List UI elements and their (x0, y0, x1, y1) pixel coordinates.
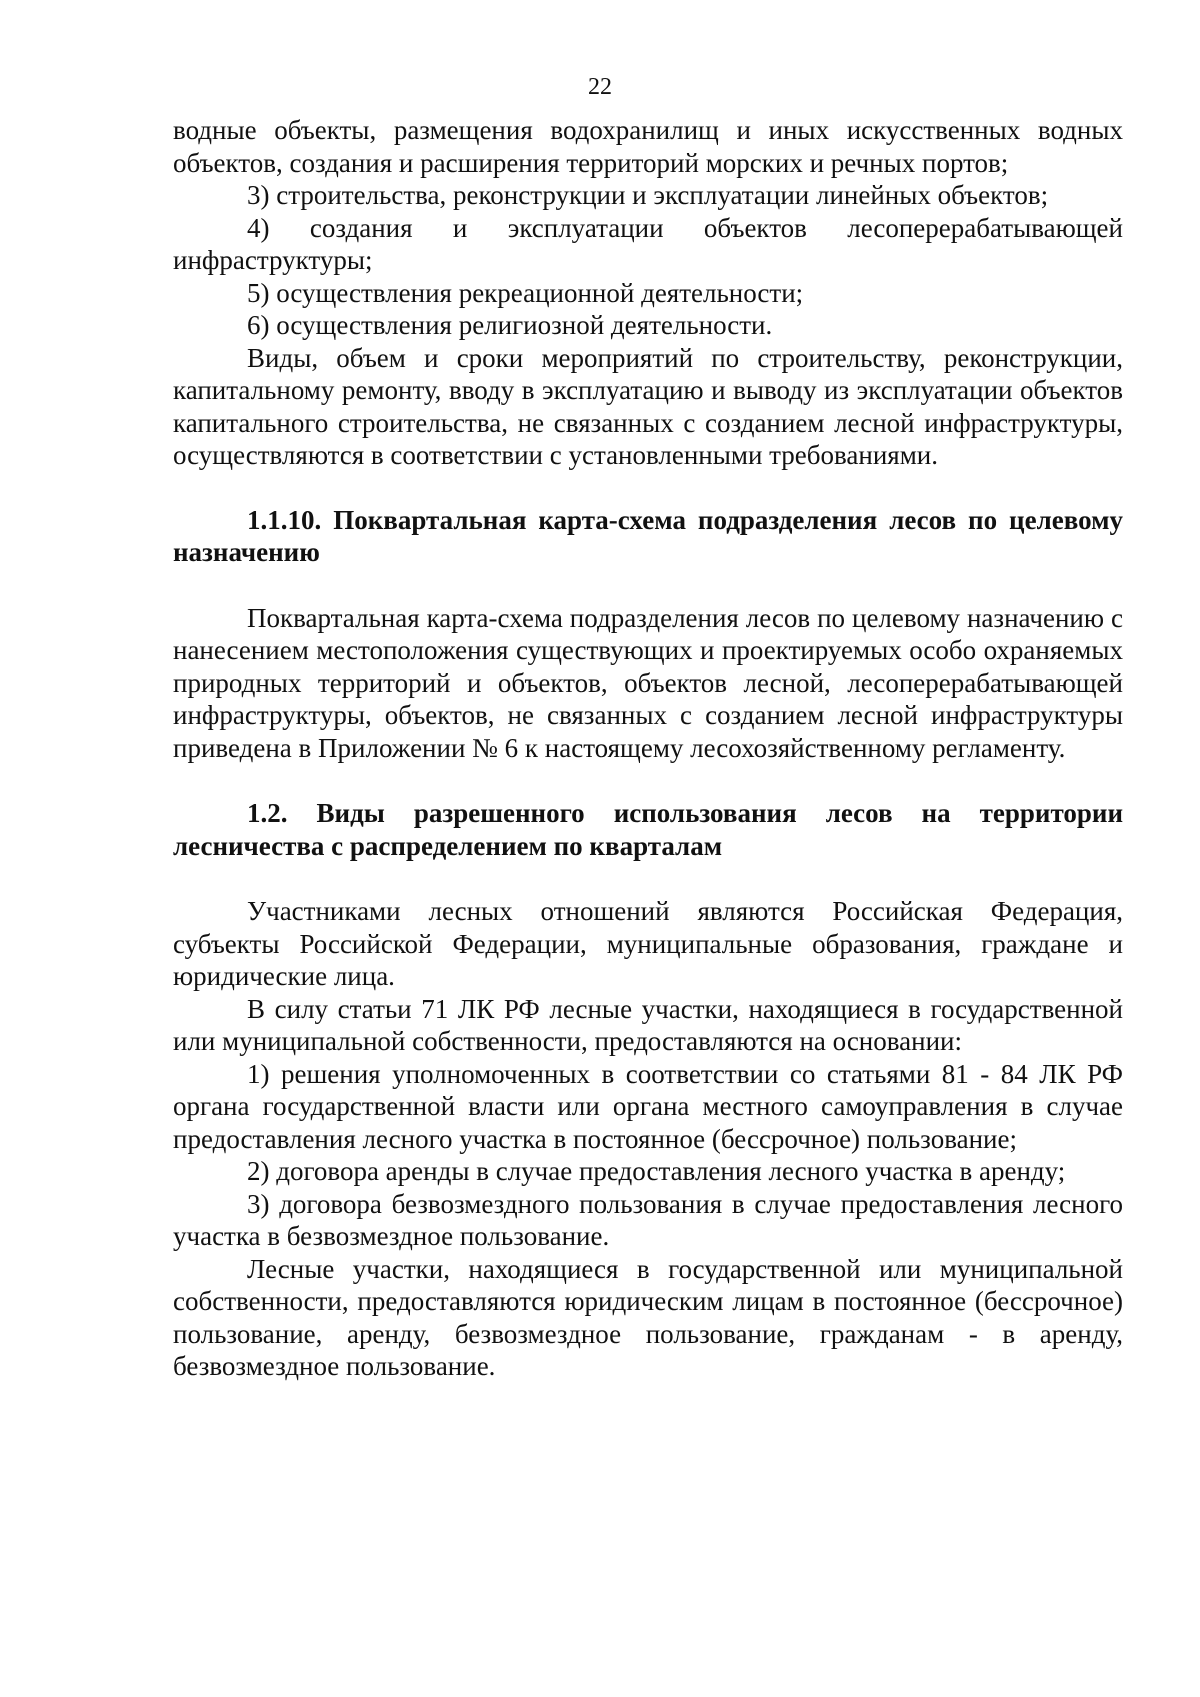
paragraph-map-scheme: Поквартальная карта-схема подразделения лесов по целевому назначению с нанесением местоположения существующих и проектируемых особо охраняемых природных территорий и объектов, объектов лесной, лесоперерабатывающей инфраструктуры, объектов, не связанных с созданием лесной инфраструктуры приведена в Приложении № 6 к настоящему лесохозяйственному регламенту. (173, 602, 1123, 763)
paragraph-participants: Участниками лесных отношений являются Российская Федерация, субъекты Российской Федерации, муниципальные образования, граждане и юридические лица. (173, 896, 1123, 991)
section-heading-1-2: 1.2. Виды разрешенного использования лесов на территории лесничества с распределением по кварталам (173, 798, 1123, 861)
list-item-5: 5) осуществления рекреационной деятельности; (247, 277, 804, 308)
paragraph-continuation: водные объекты, размещения водохранилищ и иных искусственных водных объектов, создания и расширения территорий морских и речных портов; (173, 115, 1123, 178)
paragraph-forest-plots: Лесные участки, находящиеся в государственной или муниципальной собственности, предоставляются юридическим лицам в постоянное (бессрочное) пользование, аренду, безвозмездное пользование, гражданам - в аренду, безвозмездное пользование. (173, 1253, 1123, 1381)
page-content (173, 114, 1123, 1383)
page-number: 22 (588, 74, 612, 100)
paragraph-activities: Виды, объем и сроки мероприятий по строительству, реконструкции, капитальному ремонту, вводу в эксплуатацию и выводу из эксплуатации объектов капитального строительства, не связанных с созданием лесной инфраструктуры, осуществляются в соответствии с установленными требованиями. (173, 342, 1123, 470)
list-item-free-use: 3) договора безвозмездного пользования в случае предоставления лесного участка в безвозмездное пользование. (173, 1188, 1123, 1251)
list-item-4: 4) создания и эксплуатации объектов лесоперерабатывающей инфраструктуры; (173, 212, 1123, 275)
list-item-6: 6) осуществления религиозной деятельности. (247, 310, 773, 340)
paragraph-article-71: В силу статьи 71 ЛК РФ лесные участки, находящиеся в государственной или муниципальной собственности, предоставляются на основании: (173, 993, 1123, 1056)
list-item-lease: 2) договора аренды в случае предоставления лесного участка в аренду; (247, 1156, 1066, 1186)
list-item-3: 3) строительства, реконструкции и эксплуатации линейных объектов; (247, 180, 1049, 210)
list-item-decision: 1) решения уполномоченных в соответствии со статьями 81 - 84 ЛК РФ органа государственной власти или органа местного самоуправления в случае предоставления лесного участка в постоянное (бессрочное) пользование; (173, 1058, 1123, 1154)
section-heading-1-1-10: 1.1.10. Поквартальная карта-схема подразделения лесов по целевому назначению (173, 504, 1123, 567)
